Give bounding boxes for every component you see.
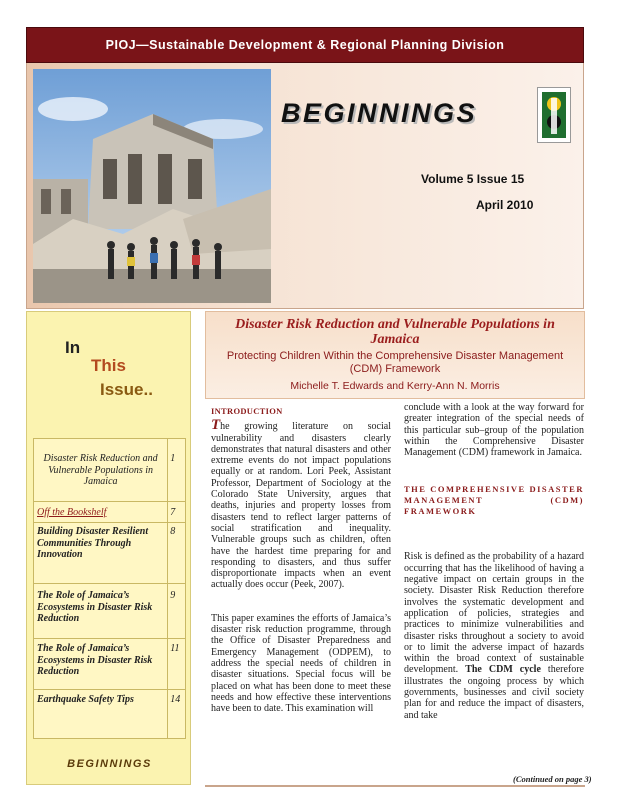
toc-page: 14: [170, 694, 181, 705]
col2-paragraph-2: [404, 551, 584, 720]
toc-page: 1: [170, 453, 176, 464]
heading-issue: Issue..: [100, 380, 153, 399]
col2-paragraph-1: conclude with a look at the way forward for greater integration of the special needs of this particular sub–group of the population within the Comprehensive Disaster Management (CDM) framework in Jamaica.: [404, 402, 584, 459]
section-heading-introduction: INTRODUCTION: [211, 406, 283, 416]
continued-note: (Continued on page 3): [513, 774, 592, 784]
heading-this: This: [91, 356, 126, 375]
article-authors: Michelle T. Edwards and Kerry-Ann N. Morris: [290, 380, 500, 392]
newsletter-title: BEGINNINGS: [281, 98, 478, 128]
in-this-issue-heading: [27, 312, 192, 432]
disaster-photo: [33, 69, 271, 303]
toc-row[interactable]: [33, 583, 186, 639]
toc-row[interactable]: [33, 438, 186, 502]
toc-title[interactable]: The Role of Jamaica’s Ecosystems in Disaster Risk Reduction: [34, 639, 168, 689]
col2-paragraph-2-text: Risk is defined as the probability of a hazard occurring that has the likelihood of having a negative impact on certain groups in the society. Disaster Risk Reduction therefore involves the systematic development and application of policies, strategies and practices to minimize vulnerabilities and disaster risks throughout a society to avoid or to limit the adverse impact of hazards within the broad context of sustainable development.: [404, 551, 584, 676]
pioj-logo-icon: [537, 87, 571, 143]
toc-page: 11: [170, 643, 180, 654]
cdm-cycle-term: The CDM cycle: [465, 664, 541, 676]
toc-title[interactable]: Disaster Risk Reduction and Vulnerable Populations in Jamaica: [34, 439, 168, 501]
toc-page: 9: [170, 590, 176, 601]
intro-paragraph-1: [211, 417, 391, 591]
toc-title[interactable]: Off the Bookshelf: [34, 502, 168, 522]
toc-row[interactable]: [33, 638, 186, 690]
article-column-2: [404, 402, 584, 721]
article-column-1: [211, 406, 391, 736]
bottom-rule: [205, 785, 585, 787]
intro-paragraph-1-text: he growing literature on social vulnerability and disasters clearly demonstrates that natural disasters and other extreme events do not impact populations equally or at random. Lori Peek, Assistant Professor, Department of Sociology at the Colorado State University, argues that deaths, injuries and property losses from disasters tend to reflect larger patterns of social stratification and inequality. Vulnerable groups such as children, often have the hardest time preparing for and responding to disasters, and thus suffer disproportionate impacts when an event actually does occur (Peek, 2007).: [211, 421, 391, 591]
volume-issue: Volume 5 Issue 15: [421, 172, 525, 186]
toc-row[interactable]: [33, 689, 186, 739]
drop-cap: T: [211, 417, 221, 434]
toc-title[interactable]: Earthquake Safety Tips: [34, 690, 168, 738]
masthead: [26, 63, 584, 309]
header-band: [26, 27, 584, 63]
article-subtitle: Protecting Children Within the Comprehensive Disaster Management (CDM) Framework: [226, 350, 564, 375]
toc-title[interactable]: Building Disaster Resilient Communities Through Innovation: [34, 523, 168, 583]
sidebar: [26, 311, 191, 785]
table-of-contents: [33, 439, 186, 739]
sidebar-footer-title: BEGINNINGS: [67, 758, 152, 770]
toc-row[interactable]: [33, 522, 186, 584]
intro-paragraph-2: This paper examines the efforts of Jamaica’s disaster risk reduction programme, through the Office of Disaster Preparedness and Emergency Management (ODPEM), to address the special needs of children in disaster situations. Special focus will be placed on what has been done to meet these needs and how effective these interventions have been to date. This examination will: [211, 612, 391, 715]
section-heading-cdm: THE COMPREHENSIVE DISASTER MANAGEMENT (CDM) FRAMEWORK: [404, 484, 584, 517]
article-title: Disaster Risk Reduction and Vulnerable Populations in Jamaica: [235, 317, 555, 347]
col2-paragraph-3-text: therefore illustrates the ongoing process by which governments, businesses and civil society plan for and reduce the impact of disasters, and take: [404, 664, 584, 721]
issue-date: April 2010: [476, 198, 534, 212]
toc-row[interactable]: [33, 501, 186, 523]
heading-in: In: [65, 338, 81, 357]
article-header: [205, 311, 585, 399]
toc-page: 8: [170, 526, 176, 537]
organization-title: PIOJ—Sustainable Development & Regional Planning Division: [105, 38, 505, 52]
toc-page: 7: [170, 507, 176, 518]
toc-title[interactable]: The Role of Jamaica’s Ecosystems in Disaster Risk Reduction: [34, 584, 168, 638]
